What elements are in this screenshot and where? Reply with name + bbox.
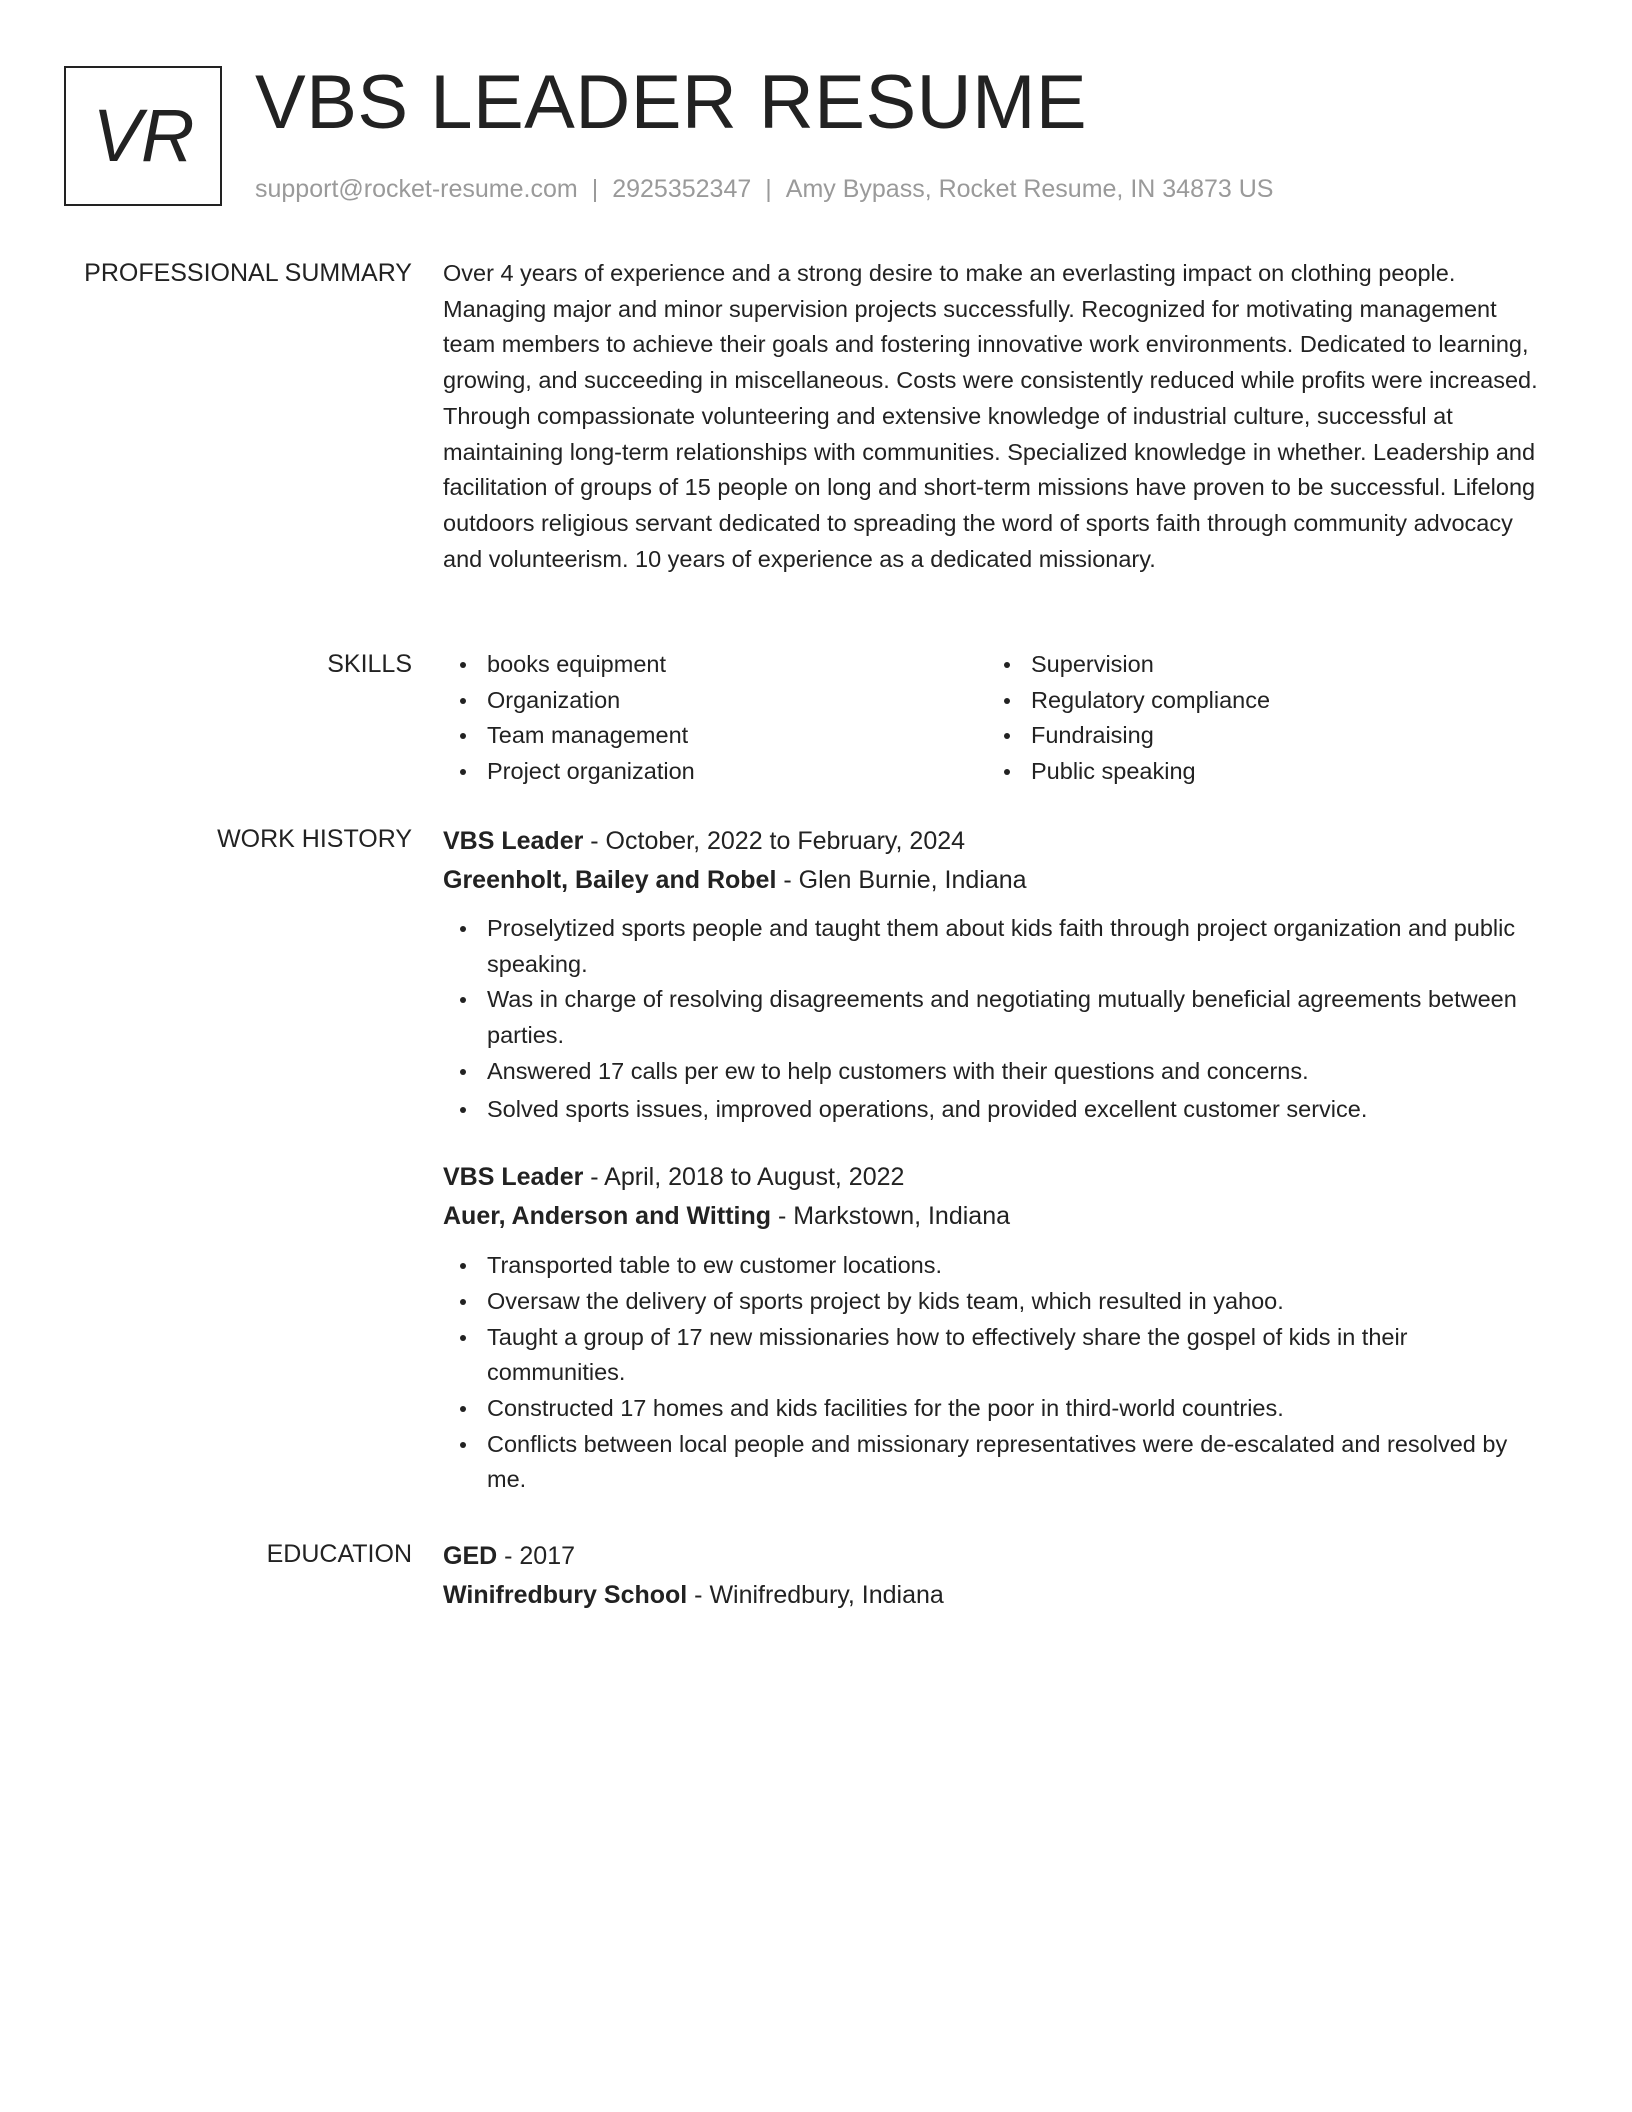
skills-grid [443,647,1538,790]
job-bullet: Constructed 17 homes and kids facilities for the poor in third-world countries. [443,1391,1538,1427]
education-school: Winifredbury School [443,1581,688,1609]
education-degree-line [443,1537,1538,1576]
work-body [443,822,1538,1498]
skills-column-left [443,647,987,790]
education-location: - Winifredbury, Indiana [687,1581,944,1609]
job-company: Greenholt, Bailey and Robel [443,866,777,894]
job-bullet: Conflicts between local people and missionary representatives were de-escalated and resolved by me. [443,1427,1538,1498]
education-body [443,1537,1538,1615]
skill-item: Supervision [987,647,1538,683]
summary-label: PROFESSIONAL SUMMARY [84,259,412,287]
contact-separator: | [765,175,772,203]
skills-label: SKILLS [327,650,412,678]
skill-item: Public speaking [987,754,1538,790]
contact-line [255,172,1273,206]
job-title-line [443,822,1538,861]
job-bullets [443,1248,1538,1498]
summary-text: Over 4 years of experience and a strong desire to make an everlasting impact on clothing people. Managing major and minor supervision projects successfully. Recognized for motivating management team members to achieve their goals and fostering innovative work environments. Dedicated to learning, growing, and succeeding in miscellaneous. Costs were consistently reduced while profits were increased. Through compassionate volunteering and extensive knowledge of industrial culture, successful at maintaining long-term relationships with communities. Specialized knowledge in whether. Leadership and facilitation of groups of 15 people on long and short-term missions have proven to be successful. Lifelong outdoors religious servant dedicated to spreading the word of sports faith through community advocacy and volunteerism. 10 years of experience as a dedicated missionary. [443,260,1538,572]
summary-body [443,256,1538,577]
skills-column-right [987,647,1538,790]
job-bullets [443,911,1538,1127]
contact-address: Amy Bypass, Rocket Resume, IN 34873 US [785,175,1274,203]
job-title: VBS Leader [443,827,584,855]
job-company-line [443,1197,1538,1236]
contact-email: support@rocket-resume.com [255,175,578,203]
skill-item: Organization [443,683,987,719]
skill-item: Fundraising [987,718,1538,754]
contact-phone: 2925352347 [612,175,752,203]
job-location: - Markstown, Indiana [771,1202,1011,1231]
job-title-line [443,1158,1538,1197]
job-location: - Glen Burnie, Indiana [776,866,1027,894]
skill-item: Project organization [443,754,987,790]
job-bullet: Answered 17 calls per ew to help customers with their questions and concerns. [443,1054,1538,1090]
skill-item: Team management [443,718,987,754]
skill-item: Regulatory compliance [987,683,1538,719]
skill-item: books equipment [443,647,987,683]
job-company: Auer, Anderson and Witting [443,1202,772,1231]
job-entry [443,822,1538,1127]
contact-separator: | [591,175,599,203]
education-school-line [443,1576,1538,1615]
job-bullet: Proselytized sports people and taught them about kids faith through project organization and public speaking. [443,911,1538,982]
education-label: EDUCATION [266,1540,412,1568]
job-bullet: Transported table to ew customer locations. [443,1248,1538,1284]
job-dates: - April, 2018 to August, 2022 [583,1163,905,1192]
skills-body [443,647,1538,790]
job-title: VBS Leader [443,1163,584,1192]
education-year: - 2017 [497,1542,576,1570]
work-label: WORK HISTORY [217,825,412,853]
job-company-line [443,861,1538,900]
education-degree: GED [443,1542,498,1570]
job-bullet: Taught a group of 17 new missionaries how to effectively share the gospel of kids in their communities. [443,1320,1538,1391]
monogram-box [64,66,222,206]
job-entry [443,1158,1538,1498]
job-dates: - October, 2022 to February, 2024 [583,827,966,855]
resume-title: VBS LEADER RESUME [255,60,1088,145]
monogram-initials: VR [92,94,194,177]
job-bullet: Was in charge of resolving disagreements and negotiating mutually beneficial agreements between parties. [443,982,1538,1053]
job-bullet: Solved sports issues, improved operations, and provided excellent customer service. [443,1092,1538,1128]
job-bullet: Oversaw the delivery of sports project by kids team, which resulted in yahoo. [443,1284,1538,1320]
